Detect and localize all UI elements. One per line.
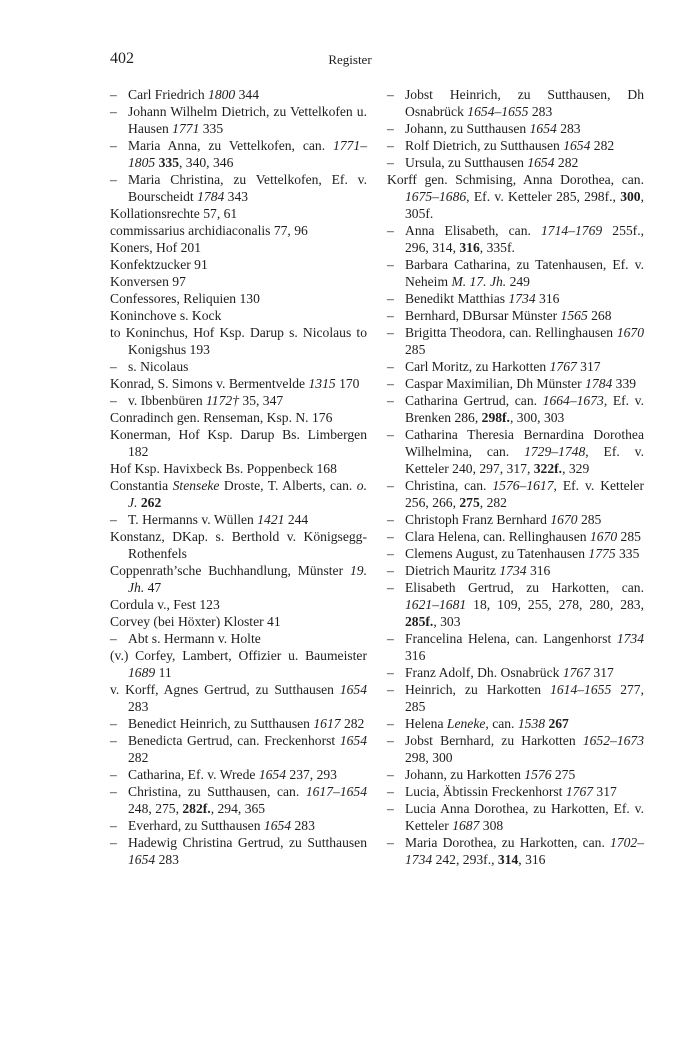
entry-text: Korff gen. Schmising, Anna Dorothea, can. 1675–1686, Ef. v. Ketteler 285, 298f., 300, 305f. bbox=[387, 172, 644, 221]
entry-text: Maria Dorothea, zu Harkotten, can. 1702–1734 242, 293f., 314, 316 bbox=[405, 835, 644, 867]
index-subentry bbox=[387, 120, 644, 137]
subentry-dash: – bbox=[387, 223, 394, 238]
index-subentry bbox=[387, 290, 644, 307]
entry-text: Konrad, S. Simons v. Bermentvelde 1315 170 bbox=[110, 376, 360, 391]
entry-text: Carl Moritz, zu Harkotten 1767 317 bbox=[405, 359, 601, 374]
subentry-dash: – bbox=[110, 767, 117, 782]
subentry-dash: – bbox=[387, 631, 394, 646]
index-subentry bbox=[110, 834, 367, 868]
entry-text: Lucia, Äbtissin Freckenhorst 1767 317 bbox=[405, 784, 617, 799]
subentry-dash: – bbox=[387, 155, 394, 170]
entry-text: Confessores, Reliquien 130 bbox=[110, 291, 260, 306]
index-subentry bbox=[387, 154, 644, 171]
entry-text: Konfektzucker 91 bbox=[110, 257, 208, 272]
index-subentry bbox=[387, 681, 644, 715]
entry-text: Johann, zu Sutthausen 1654 283 bbox=[405, 121, 581, 136]
entry-text: Catharina, Ef. v. Wrede 1654 237, 293 bbox=[128, 767, 337, 782]
index-entry bbox=[110, 460, 367, 477]
index-entry bbox=[110, 307, 367, 324]
entry-text: Abt s. Hermann v. Holte bbox=[128, 631, 261, 646]
entry-text: Clemens August, zu Tatenhausen 1775 335 bbox=[405, 546, 640, 561]
entry-text: T. Hermanns v. Wüllen 1421 244 bbox=[128, 512, 309, 527]
index-subentry bbox=[110, 715, 367, 732]
index-subentry bbox=[387, 562, 644, 579]
entry-text: Caspar Maximilian, Dh Münster 1784 339 bbox=[405, 376, 637, 391]
entry-text: Bernhard, DBursar Münster 1565 268 bbox=[405, 308, 612, 323]
entry-text: Catharina Theresia Bernardina Dorothea Wilhelmina, can. 1729–1748, Ef. v. Ketteler 240, 297, 317, 322f., 329 bbox=[405, 427, 644, 476]
index-subentry bbox=[387, 800, 644, 834]
entry-text: Hadewig Christina Gertrud, zu Sutthausen 1654 283 bbox=[128, 835, 367, 867]
index-entry bbox=[110, 647, 367, 681]
subentry-dash: – bbox=[387, 784, 394, 799]
entry-text: Corvey (bei Höxter) Kloster 41 bbox=[110, 614, 281, 629]
index-entry bbox=[110, 273, 367, 290]
entry-text: Heinrich, zu Harkotten 1614–1655 277, 285 bbox=[405, 682, 644, 714]
subentry-dash: – bbox=[110, 631, 117, 646]
subentry-dash: – bbox=[387, 121, 394, 136]
index-subentry bbox=[387, 545, 644, 562]
subentry-dash: – bbox=[387, 733, 394, 748]
index-subentry bbox=[387, 222, 644, 256]
index-subentry bbox=[387, 783, 644, 800]
index-subentry bbox=[387, 392, 644, 426]
index-column-right bbox=[387, 86, 644, 868]
entry-text: Cordula v., Fest 123 bbox=[110, 597, 220, 612]
entry-text: Anna Elisabeth, can. 1714–1769 255f., 296, 314, 316, 335f. bbox=[405, 223, 644, 255]
entry-text: Coppenrath’sche Buchhandlung, Münster 19. Jh. 47 bbox=[110, 563, 367, 595]
entry-text: Konstanz, DKap. s. Berthold v. Königsegg-Rothenfels bbox=[110, 529, 367, 561]
entry-text: Everhard, zu Sutthausen 1654 283 bbox=[128, 818, 315, 833]
entry-text: Christina, can. 1576–1617, Ef. v. Ketteler 256, 266, 275, 282 bbox=[405, 478, 644, 510]
subentry-dash: – bbox=[387, 359, 394, 374]
subentry-dash: – bbox=[387, 257, 394, 272]
index-subentry bbox=[110, 817, 367, 834]
entry-text: Koninchove s. Kock bbox=[110, 308, 222, 323]
index-entry bbox=[110, 528, 367, 562]
entry-text: Konerman, Hof Ksp. Darup Bs. Limbergen 182 bbox=[110, 427, 367, 459]
index-subentry bbox=[110, 86, 367, 103]
entry-text: to Koninchus, Hof Ksp. Darup s. Nicolaus to Konigshus 193 bbox=[110, 325, 367, 357]
page-number: 402 bbox=[110, 50, 134, 67]
index-subentry bbox=[387, 358, 644, 375]
index-subentry bbox=[387, 579, 644, 630]
entry-text: Konversen 97 bbox=[110, 274, 186, 289]
subentry-dash: – bbox=[110, 818, 117, 833]
index-subentry bbox=[387, 477, 644, 511]
index-subentry bbox=[387, 715, 644, 732]
entry-text: Johann Wilhelm Dietrich, zu Vettelkofen u. Hausen 1771 335 bbox=[128, 104, 367, 136]
entry-text: Constantia Stenseke Droste, T. Alberts, can. o. J. 262 bbox=[110, 478, 367, 510]
subentry-dash: – bbox=[387, 325, 394, 340]
index-entry bbox=[110, 477, 367, 511]
subentry-dash: – bbox=[387, 580, 394, 595]
entry-text: Ursula, zu Sutthausen 1654 282 bbox=[405, 155, 579, 170]
index-subentry bbox=[110, 783, 367, 817]
subentry-dash: – bbox=[110, 393, 117, 408]
index-subentry bbox=[387, 834, 644, 868]
index-entry bbox=[110, 375, 367, 392]
subentry-dash: – bbox=[110, 138, 117, 153]
index-entry bbox=[110, 409, 367, 426]
entry-text: Jobst Bernhard, zu Harkotten 1652–1673 298, 300 bbox=[405, 733, 644, 765]
index-subentry bbox=[387, 766, 644, 783]
index-subentry bbox=[110, 732, 367, 766]
entry-text: v. Ibbenbüren 1172† 35, 347 bbox=[128, 393, 284, 408]
entry-text: s. Nicolaus bbox=[128, 359, 189, 374]
subentry-dash: – bbox=[387, 291, 394, 306]
index-subentry bbox=[110, 392, 367, 409]
subentry-dash: – bbox=[110, 359, 117, 374]
entry-text: Brigitta Theodora, can. Rellinghausen 1670 285 bbox=[405, 325, 644, 357]
entry-text: Conradinch gen. Renseman, Ksp. N. 176 bbox=[110, 410, 333, 425]
entry-text: Carl Friedrich 1800 344 bbox=[128, 87, 260, 102]
subentry-dash: – bbox=[387, 546, 394, 561]
subentry-dash: – bbox=[110, 733, 117, 748]
subentry-dash: – bbox=[387, 376, 394, 391]
entry-text: Benedict Heinrich, zu Sutthausen 1617 282 bbox=[128, 716, 365, 731]
index-subentry bbox=[387, 630, 644, 664]
running-head: Register bbox=[328, 52, 372, 67]
subentry-dash: – bbox=[110, 172, 117, 187]
entry-text: Kollationsrechte 57, 61 bbox=[110, 206, 238, 221]
entry-text: Francelina Helena, can. Langenhorst 1734 316 bbox=[405, 631, 644, 663]
entry-text: Dietrich Mauritz 1734 316 bbox=[405, 563, 551, 578]
subentry-dash: – bbox=[110, 716, 117, 731]
entry-text: Christina, zu Sutthausen, can. 1617–1654 248, 275, 282f., 294, 365 bbox=[128, 784, 367, 816]
entry-text: Benedicta Gertrud, can. Freckenhorst 1654 282 bbox=[128, 733, 367, 765]
entry-text: commissarius archidiaconalis 77, 96 bbox=[110, 223, 308, 238]
subentry-dash: – bbox=[387, 308, 394, 323]
subentry-dash: – bbox=[387, 138, 394, 153]
subentry-dash: – bbox=[110, 104, 117, 119]
subentry-dash: – bbox=[387, 478, 394, 493]
index-entry bbox=[110, 205, 367, 222]
subentry-dash: – bbox=[387, 529, 394, 544]
index-entry bbox=[387, 171, 644, 222]
entry-text: Maria Anna, zu Vettelkofen, can. 1771–1805 335, 340, 346 bbox=[128, 138, 367, 170]
index-subentry bbox=[387, 256, 644, 290]
subentry-dash: – bbox=[110, 835, 117, 850]
index-subentry bbox=[387, 664, 644, 681]
index-entry bbox=[110, 239, 367, 256]
entry-text: Elisabeth Gertrud, zu Harkotten, can. 1621–1681 18, 109, 255, 278, 280, 283, 285f., 303 bbox=[405, 580, 644, 629]
index-entry bbox=[110, 426, 367, 460]
index-subentry bbox=[110, 358, 367, 375]
index-subentry bbox=[387, 307, 644, 324]
subentry-dash: – bbox=[387, 835, 394, 850]
index-subentry bbox=[110, 171, 367, 205]
index-subentry bbox=[387, 732, 644, 766]
index-subentry bbox=[387, 528, 644, 545]
entry-text: Lucia Anna Dorothea, zu Harkotten, Ef. v. Ketteler 1687 308 bbox=[405, 801, 644, 833]
index-entry bbox=[110, 562, 367, 596]
entry-text: (v.) Corfey, Lambert, Offizier u. Baumeister 1689 11 bbox=[110, 648, 367, 680]
index-subentry bbox=[110, 103, 367, 137]
index-subentry bbox=[387, 375, 644, 392]
index-subentry bbox=[110, 137, 367, 171]
index-column-left bbox=[110, 86, 367, 868]
subentry-dash: – bbox=[110, 784, 117, 799]
entry-text: Clara Helena, can. Rellinghausen 1670 285 bbox=[405, 529, 641, 544]
entry-text: Helena Leneke, can. 1538 267 bbox=[405, 716, 569, 731]
entry-text: Hof Ksp. Havixbeck Bs. Poppenbeck 168 bbox=[110, 461, 337, 476]
index-entry bbox=[110, 324, 367, 358]
subentry-dash: – bbox=[387, 767, 394, 782]
entry-text: Benedikt Matthias 1734 316 bbox=[405, 291, 560, 306]
entry-text: v. Korff, Agnes Gertrud, zu Sutthausen 1654 283 bbox=[110, 682, 367, 714]
subentry-dash: – bbox=[387, 665, 394, 680]
index-entry bbox=[110, 256, 367, 273]
subentry-dash: – bbox=[387, 682, 394, 697]
index-subentry bbox=[387, 137, 644, 154]
index-entry bbox=[110, 613, 367, 630]
index-entry bbox=[110, 681, 367, 715]
index-entry bbox=[110, 596, 367, 613]
subentry-dash: – bbox=[387, 563, 394, 578]
subentry-dash: – bbox=[387, 427, 394, 442]
entry-text: Barbara Catharina, zu Tatenhausen, Ef. v. Neheim M. 17. Jh. 249 bbox=[405, 257, 644, 289]
subentry-dash: – bbox=[387, 512, 394, 527]
subentry-dash: – bbox=[110, 512, 117, 527]
index-subentry bbox=[387, 324, 644, 358]
subentry-dash: – bbox=[110, 87, 117, 102]
entry-text: Koners, Hof 201 bbox=[110, 240, 201, 255]
index-subentry bbox=[110, 511, 367, 528]
entry-text: Johann, zu Harkotten 1576 275 bbox=[405, 767, 576, 782]
index-subentry bbox=[387, 86, 644, 120]
entry-text: Franz Adolf, Dh. Osnabrück 1767 317 bbox=[405, 665, 614, 680]
index-subentry bbox=[387, 511, 644, 528]
index-entry bbox=[110, 222, 367, 239]
index-subentry bbox=[110, 766, 367, 783]
index-subentry bbox=[387, 426, 644, 477]
subentry-dash: – bbox=[387, 393, 394, 408]
entry-text: Jobst Heinrich, zu Sutthausen, Dh Osnabrück 1654–1655 283 bbox=[405, 87, 644, 119]
index-entry bbox=[110, 290, 367, 307]
entry-text: Catharina Gertrud, can. 1664–1673, Ef. v. Brenken 286, 298f., 300, 303 bbox=[405, 393, 644, 425]
subentry-dash: – bbox=[387, 87, 394, 102]
subentry-dash: – bbox=[387, 801, 394, 816]
entry-text: Maria Christina, zu Vettelkofen, Ef. v. Bourscheidt 1784 343 bbox=[128, 172, 367, 204]
index-subentry bbox=[110, 630, 367, 647]
entry-text: Christoph Franz Bernhard 1670 285 bbox=[405, 512, 602, 527]
page-header bbox=[0, 0, 700, 80]
subentry-dash: – bbox=[387, 716, 394, 731]
entry-text: Rolf Dietrich, zu Sutthausen 1654 282 bbox=[405, 138, 615, 153]
